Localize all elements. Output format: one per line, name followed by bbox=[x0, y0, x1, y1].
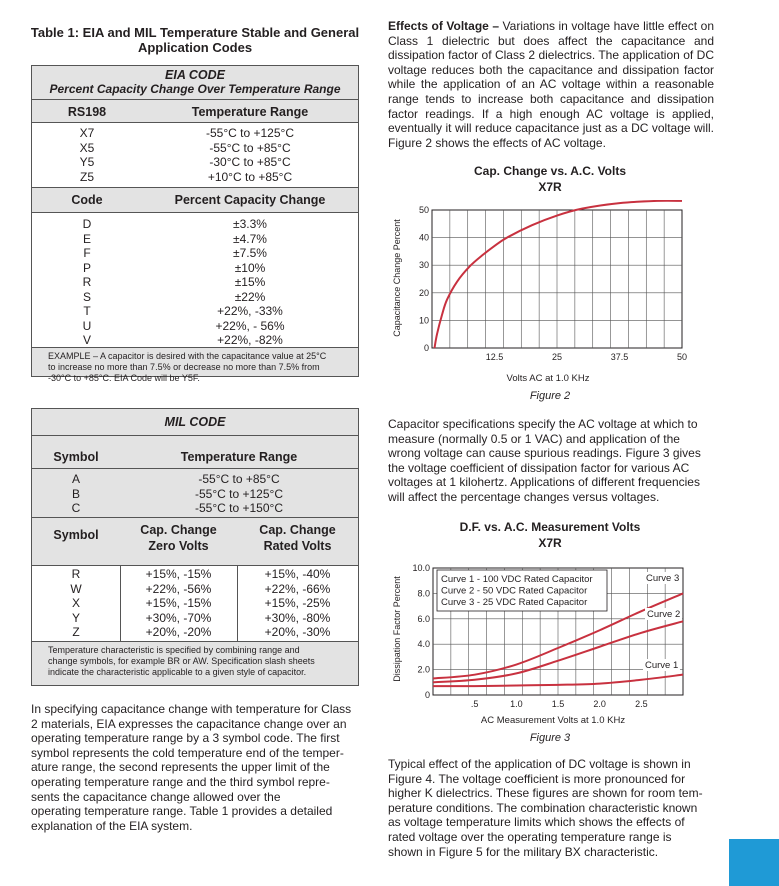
left-paragraph-line: operating temperature range by a 3 symbol code. The first bbox=[31, 731, 340, 746]
mil-temp-range-list bbox=[120, 472, 358, 516]
mil-zero-volts: +22%, -56% bbox=[145, 581, 212, 596]
bottom-paragraph-line: Typical effect of the application of DC voltage is shown in bbox=[388, 757, 691, 771]
fig3-title bbox=[400, 520, 700, 550]
middle-paragraph-line: will affect the percentage changes versus voltages. bbox=[388, 489, 660, 504]
fig3-legend-entry: Curve 2 - 50 VDC Rated Capacitor bbox=[441, 585, 588, 597]
col-zero-line1: Cap. Change bbox=[140, 523, 217, 537]
effects-of-voltage-line: on Class 1 dielectric but does affect the capacitance and bbox=[388, 19, 714, 48]
fig2-grid bbox=[432, 210, 682, 348]
eia-code: E bbox=[82, 231, 91, 246]
fig3-ytick-label: 6.0 bbox=[417, 613, 430, 624]
fig3-xtick-label: 1.0 bbox=[510, 699, 523, 709]
fig2-chart bbox=[388, 200, 708, 410]
mil-note bbox=[48, 645, 353, 678]
left-paragraph-line: 2 materials, EIA expresses the capacitance change over an bbox=[31, 716, 347, 731]
eia-change: ±15% bbox=[234, 275, 266, 289]
left-paragraph bbox=[31, 702, 357, 833]
fig2-xtick-label: 37.5 bbox=[610, 352, 629, 362]
fig3-xtick-label: 1.5 bbox=[551, 699, 565, 709]
eia-heading: EIA CODE bbox=[165, 68, 225, 82]
fig2-ytick-label: 20 bbox=[418, 287, 429, 298]
bottom-paragraph-line: Figure 4. The voltage coefficient is more pronounced for bbox=[388, 771, 686, 786]
fig3-subtitle: X7R bbox=[538, 536, 562, 550]
left-paragraph-line: In specifying capacitance change with temperature for Class bbox=[31, 702, 352, 716]
eia-example-note bbox=[48, 351, 348, 384]
eia-example-line: EXAMPLE – A capacitor is desired with the capacitance value at 25°C bbox=[48, 351, 327, 361]
eia-example-line: to increase no more than 7.5% or decrease no more than 7.5% from bbox=[48, 362, 320, 372]
fig2-ytick-label: 0 bbox=[423, 343, 429, 353]
effects-of-voltage-line: dissipation factor of Class 2 dielectrics. The application of bbox=[388, 48, 697, 63]
left-paragraph-line: ature range, the second represents the upper limit of the bbox=[31, 760, 330, 775]
middle-paragraph-line: measure (normally 0.5 or 1 VAC) and application of the bbox=[388, 431, 680, 446]
eia-example-line: -30°C to +85°C. EIA Code will be Y5F. bbox=[48, 373, 200, 383]
col-cap-change-rated bbox=[237, 523, 358, 553]
eia-change: +22%, - 56% bbox=[215, 318, 285, 333]
eia-code: V bbox=[82, 333, 91, 347]
mil-note-line: Temperature characteristic is specified by combining range and bbox=[48, 645, 300, 655]
col-percent-capacity-change: Percent Capacity Change bbox=[174, 193, 326, 207]
fig2-xtick-label: 12.5 bbox=[485, 352, 504, 362]
bottom-paragraph bbox=[388, 757, 714, 859]
eia-code-table bbox=[31, 65, 359, 383]
col-cap-change-zero bbox=[120, 523, 237, 553]
fig3-y-ticks bbox=[412, 563, 430, 700]
mil-heading: MIL CODE bbox=[164, 415, 226, 429]
eia-change: ±7.5% bbox=[233, 246, 267, 260]
mil-symbol: Y bbox=[71, 610, 80, 625]
rs198-code: Z5 bbox=[79, 169, 94, 184]
fig3-legend-entry: Curve 3 - 25 VDC Rated Capacitor bbox=[441, 597, 588, 608]
fig3-curve-label: Curve 3 bbox=[646, 573, 680, 584]
eia-code: S bbox=[82, 289, 91, 304]
eia-code: U bbox=[82, 318, 92, 333]
rs198-code: Y5 bbox=[79, 155, 95, 169]
fig2-x-ticks bbox=[486, 352, 687, 362]
fig2-title bbox=[400, 164, 700, 194]
eia-code: D bbox=[82, 217, 92, 231]
middle-paragraph-line: voltages at 1 kilohertz. Applications of different frequencies bbox=[388, 475, 700, 490]
fig3-legend bbox=[437, 570, 607, 611]
fig3-curve-labels bbox=[643, 572, 682, 671]
effects-of-voltage-line: factor while the application of an AC voltage within a bbox=[388, 62, 714, 92]
mil-symbol: X bbox=[71, 596, 80, 610]
mil-symbol-list bbox=[32, 567, 120, 640]
mil-rated-volts-list bbox=[237, 567, 358, 640]
col-rated-line2: Rated Volts bbox=[263, 539, 332, 553]
fig2-series bbox=[435, 201, 683, 348]
eia-change: ±4.7% bbox=[233, 231, 267, 246]
mil-rated-volts: +20%, -30% bbox=[264, 625, 331, 639]
effects-of-voltage-line: voltage will. Figure 2 shows the effects of AC voltage. bbox=[388, 121, 715, 150]
mil-temp-symbol: B bbox=[71, 486, 80, 501]
fig2-ylabel: Capacitance Change Percent bbox=[392, 219, 402, 337]
fig3-title-text: D.F. vs. A.C. Measurement Volts bbox=[459, 520, 641, 534]
eia-code: F bbox=[83, 246, 91, 260]
mil-zero-volts: +20%, -20% bbox=[145, 625, 212, 639]
fig3-ytick-label: 0 bbox=[424, 690, 430, 700]
left-paragraph-line: operating temperature range and the third symbol repre- bbox=[31, 774, 330, 789]
fig3-xtick-label: .5 bbox=[470, 699, 479, 709]
effects-of-voltage-line: reasonable range tends to increase both capacitance and bbox=[388, 77, 714, 106]
fig2-ytick-label: 10 bbox=[418, 315, 429, 326]
eia-change: +22%, -82% bbox=[217, 333, 283, 347]
bottom-paragraph-line: perature conditions. The combination characteristic known bbox=[388, 800, 698, 815]
table1-title-line1: Table 1: EIA and MIL Temperature Stable and General bbox=[30, 25, 360, 40]
left-paragraph-line: explanation of the EIA system. bbox=[31, 818, 193, 833]
middle-paragraph-line: Capacitor specifications specify the AC voltage at which to bbox=[388, 417, 698, 431]
mil-code-table bbox=[31, 408, 359, 686]
mil-symbol: W bbox=[70, 581, 82, 596]
fig3-xtick-label: 2.0 bbox=[593, 699, 606, 709]
mil-temp-symbol-list bbox=[32, 472, 120, 516]
rs198-code: X5 bbox=[79, 140, 95, 155]
eia-subheading: Percent Capacity Change Over Temperature Range bbox=[49, 82, 341, 96]
fig3-xlabel: AC Measurement Volts at 1.0 KHz bbox=[480, 715, 626, 726]
mil-symbol: R bbox=[71, 567, 81, 581]
bottom-paragraph-line: rated voltage over the operating temperature range is bbox=[388, 829, 672, 844]
left-paragraph-line: operating temperature range. Table 1 provides a detailed bbox=[31, 804, 333, 819]
fig2-caption: Figure 2 bbox=[529, 390, 571, 402]
fig2-xlabel: Volts AC at 1.0 KHz bbox=[506, 373, 590, 384]
eia-code-list bbox=[32, 217, 142, 348]
fig2-ytick-label: 50 bbox=[418, 205, 429, 215]
fig2-title-text: Cap. Change vs. A.C. Volts bbox=[473, 164, 627, 178]
fig2-ytick-label: 40 bbox=[418, 232, 429, 243]
mil-note-line: indicate the characteristic applicable to a given style of capacitor. bbox=[48, 667, 307, 677]
rs198-range-list bbox=[142, 126, 358, 184]
page-corner-tab bbox=[729, 839, 779, 886]
middle-paragraph bbox=[388, 417, 714, 505]
rs198-range: +10°C to +85°C bbox=[207, 169, 293, 184]
fig3-chart bbox=[388, 555, 708, 730]
eia-change: ±22% bbox=[234, 289, 266, 304]
mil-temp-range: -55°C to +85°C bbox=[198, 472, 280, 486]
fig2-xtick-label: 50 bbox=[676, 352, 688, 362]
table1-title-line2: Application Codes bbox=[137, 40, 253, 55]
eia-change: +22%, -33% bbox=[217, 304, 283, 318]
mil-rated-volts: +15%, -25% bbox=[264, 596, 331, 610]
mil-note-line: change symbols, for example BR or AW. Specification slash sheets bbox=[48, 656, 315, 666]
eia-code: R bbox=[82, 275, 92, 289]
left-paragraph-line: sents the capacitance change allowed over the bbox=[31, 789, 281, 804]
table1-title bbox=[30, 25, 360, 55]
effects-of-voltage-line: DC voltage reduces both the capacitance and dissipation bbox=[388, 48, 714, 77]
rs198-range: -30°C to +85°C bbox=[209, 155, 291, 169]
mil-temp-symbol: A bbox=[71, 472, 80, 486]
fig2-ytick-label: 30 bbox=[418, 260, 429, 271]
mil-zero-volts: +30%, -70% bbox=[145, 610, 212, 625]
fig3-ytick-label: 2.0 bbox=[417, 664, 430, 675]
col-symbol-2: Symbol bbox=[53, 528, 99, 542]
effects-of-voltage-line: Variations in voltage have little effect bbox=[499, 19, 701, 33]
mil-zero-volts-list bbox=[120, 567, 237, 640]
eia-change: ±10% bbox=[234, 260, 266, 275]
mil-temp-range: -55°C to +150°C bbox=[195, 501, 283, 515]
col-rs198: RS198 bbox=[67, 105, 107, 119]
col-zero-line2: Zero Volts bbox=[148, 539, 209, 553]
middle-paragraph-line: the voltage coefficient of dissipation factor for various AC bbox=[388, 460, 690, 475]
rs198-code-list bbox=[32, 126, 142, 184]
col-symbol: Symbol bbox=[53, 450, 99, 464]
fig3-xtick-label: 2.5 bbox=[635, 699, 648, 709]
mil-rated-volts: +30%, -80% bbox=[264, 610, 331, 625]
fig3-ylabel: Dissipation Factor Percent bbox=[392, 576, 402, 682]
bottom-paragraph-line: as voltage temperature limits which shows the effects of bbox=[388, 815, 685, 830]
fig3-ytick-label: 8.0 bbox=[417, 588, 430, 599]
eia-code: T bbox=[83, 304, 91, 318]
mil-rated-volts: +15%, -40% bbox=[264, 567, 331, 581]
fig3-ytick-label: 4.0 bbox=[417, 639, 430, 650]
effects-of-voltage-line: applied, eventually it will reduce capacitance just as a DC bbox=[388, 106, 714, 136]
effects-of-voltage-line: dissipation factor readings. If a high enough AC voltage is bbox=[388, 91, 714, 121]
rs198-range: -55°C to +85°C bbox=[209, 140, 291, 155]
fig3-curve-label: Curve 1 bbox=[645, 660, 679, 671]
effects-of-voltage-paragraph bbox=[388, 19, 714, 150]
fig3-ytick-label: 10.0 bbox=[412, 563, 430, 573]
eia-change: ±3.3% bbox=[233, 217, 267, 231]
bottom-paragraph-line: shown in Figure 5 for the military BX characteristic. bbox=[388, 844, 659, 859]
bottom-paragraph-line: higher K dielectrics. These figures are shown for room tem- bbox=[388, 786, 703, 801]
eia-code: P bbox=[82, 260, 91, 275]
mil-temp-range: -55°C to +125°C bbox=[195, 486, 283, 501]
fig3-curve-label: Curve 2 bbox=[647, 609, 681, 620]
mil-rated-volts: +22%, -66% bbox=[264, 581, 331, 596]
middle-paragraph-line: wrong voltage can cause spurious readings. Figure 3 gives bbox=[388, 446, 701, 461]
effects-of-voltage-text bbox=[388, 19, 714, 150]
fig2-subtitle: X7R bbox=[538, 180, 562, 194]
fig3-legend-entry: Curve 1 - 100 VDC Rated Capacitor bbox=[441, 574, 593, 585]
mil-temp-symbol: C bbox=[71, 501, 81, 515]
mil-zero-volts: +15%, -15% bbox=[145, 596, 212, 610]
fig3-caption: Figure 3 bbox=[529, 732, 571, 744]
mil-zero-volts: +15%, -15% bbox=[145, 567, 212, 581]
effects-of-voltage-heading: Effects of Voltage – bbox=[388, 19, 500, 33]
eia-change-list bbox=[142, 217, 358, 348]
left-paragraph-line: symbol represents the cold temperature end of the temper- bbox=[31, 745, 344, 760]
col-temperature-range: Temperature Range bbox=[191, 105, 309, 119]
rs198-code: X7 bbox=[79, 126, 95, 140]
fig2-y-ticks bbox=[419, 205, 429, 353]
fig2-xtick-label: 25 bbox=[551, 352, 563, 362]
col-rated-line1: Cap. Change bbox=[259, 523, 336, 537]
mil-symbol: Z bbox=[72, 625, 80, 639]
col-code: Code bbox=[71, 193, 103, 207]
col-mil-temperature-range: Temperature Range bbox=[180, 450, 298, 464]
fig2-series-line-1 bbox=[435, 201, 683, 348]
rs198-range: -55°C to +125°C bbox=[206, 126, 294, 140]
fig3-x-ticks bbox=[471, 699, 648, 709]
